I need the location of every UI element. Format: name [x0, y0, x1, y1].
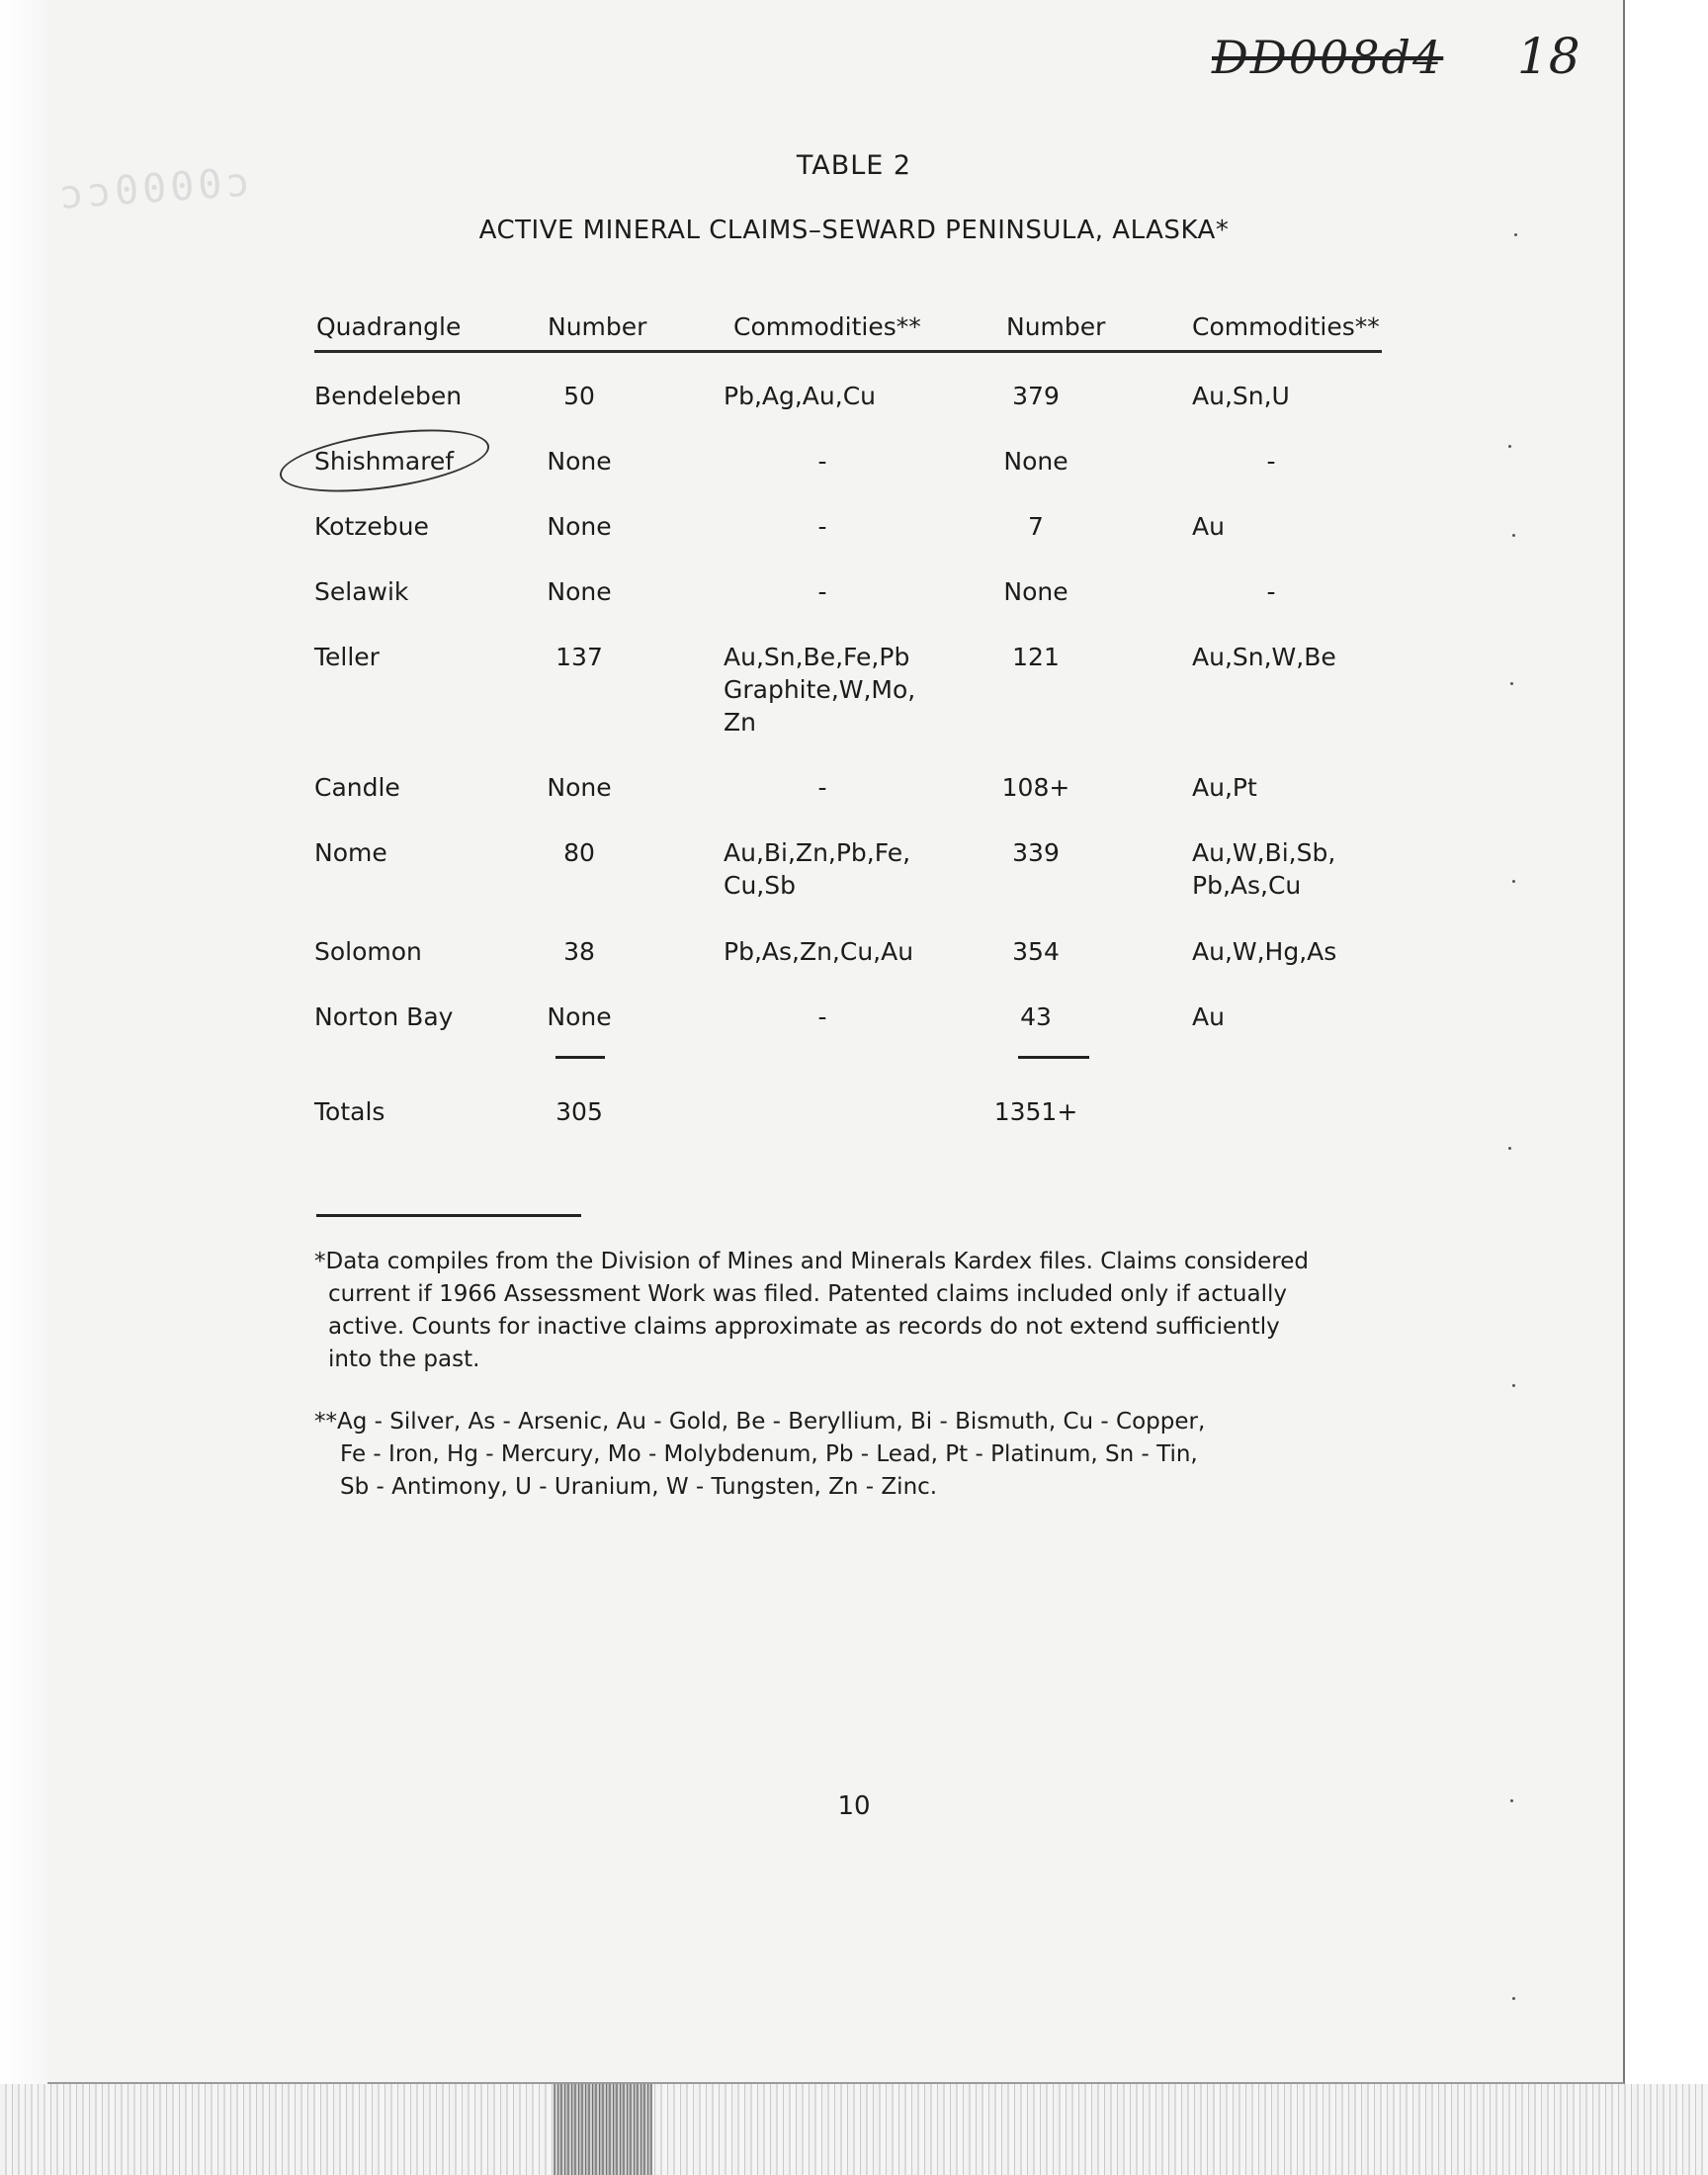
scanner-edge-strip	[0, 2084, 1708, 2175]
handwritten-folio: 18	[1516, 28, 1580, 85]
page-left-margin	[0, 0, 47, 2084]
cell-quadrangle: Teller	[314, 643, 380, 671]
totals-number-1: 305	[555, 1097, 603, 1126]
footnote-line: into the past.	[328, 1347, 480, 1372]
handwritten-number: DD008d4	[1212, 31, 1444, 84]
cell-commodities-1: -	[817, 773, 827, 802]
cell-number-1: 80	[563, 838, 595, 867]
header-number-2: Number	[1006, 312, 1106, 341]
cell-number-2: None	[1003, 577, 1068, 606]
cell-quadrangle: Nome	[314, 838, 387, 867]
cell-commodities-1: Pb,As,Zn,Cu,Au	[724, 937, 914, 966]
cell-number-1: None	[547, 773, 612, 802]
cell-quadrangle: Solomon	[314, 937, 422, 966]
cell-number-1: None	[547, 447, 612, 476]
footnote-line: active. Counts for inactive claims approximate as records do not extend sufficiently	[328, 1314, 1280, 1340]
table-title: ACTIVE MINERAL CLAIMS–SEWARD PENINSULA, ALASKA*	[478, 216, 1230, 245]
cell-number-1: 38	[563, 937, 595, 966]
cell-number-2: None	[1003, 447, 1068, 476]
cell-commodities-1: Pb,Ag,Au,Cu	[724, 382, 877, 410]
totals-label: Totals	[314, 1097, 385, 1126]
subtotal-rule-2	[1018, 1056, 1089, 1059]
cell-quadrangle: Kotzebue	[314, 512, 429, 541]
cell-number-1: None	[547, 1002, 612, 1031]
header-commodities-2: Commodities**	[1192, 312, 1380, 341]
cell-commodities-2: -	[1266, 577, 1276, 606]
cell-commodities-1: -	[817, 512, 827, 541]
cell-number-2: 7	[1028, 512, 1044, 541]
totals-number-2: 1351+	[993, 1097, 1078, 1126]
cell-commodities-1: -	[817, 577, 827, 606]
footnote-line: Sb - Antimony, U - Uranium, W - Tungsten, Zn - Zinc.	[340, 1474, 938, 1500]
cell-commodities-2: Au,W,Bi,Sb, Pb,As,Cu	[1192, 838, 1336, 900]
header-quadrangle: Quadrangle	[316, 312, 462, 341]
margin-speck	[1512, 880, 1515, 883]
margin-speck	[1512, 1384, 1515, 1387]
bleed-through-stamp: ɔɔ0000ɔ	[57, 159, 255, 218]
cell-number-2: 121	[1012, 643, 1060, 671]
margin-speck	[1508, 1147, 1511, 1150]
margin-speck	[1510, 1799, 1513, 1802]
cell-number-2: 43	[1020, 1002, 1052, 1031]
cell-number-1: 137	[555, 643, 603, 671]
cell-quadrangle: Shishmaref	[314, 447, 455, 476]
table-header-row	[314, 306, 1382, 353]
footnote-line: current if 1966 Assessment Work was filed. Patented claims included only if actually	[328, 1281, 1287, 1307]
cell-commodities-1: Au,Bi,Zn,Pb,Fe, Cu,Sb	[724, 838, 911, 900]
table-label: TABLE 2	[796, 150, 912, 181]
cell-number-2: 108+	[1001, 773, 1070, 802]
cell-commodities-2: -	[1266, 447, 1276, 476]
footnote-separator	[316, 1214, 581, 1217]
claims-table	[314, 306, 1382, 1126]
subtotal-rule-1	[555, 1056, 605, 1059]
footnote-line: **Ag - Silver, As - Arsenic, Au - Gold, Be - Beryllium, Bi - Bismuth, Cu - Copper,	[314, 1409, 1206, 1435]
header-number-1: Number	[548, 312, 647, 341]
margin-speck	[1508, 445, 1511, 448]
footnote-line: *Data compiles from the Division of Mines and Minerals Kardex files. Claims considered	[314, 1249, 1309, 1274]
cell-number-2: 339	[1012, 838, 1060, 867]
cell-commodities-2: Au,Pt	[1192, 773, 1257, 802]
scanner-dark-band	[554, 2084, 652, 2175]
cell-number-2: 354	[1012, 937, 1060, 966]
handwritten-annotation	[1212, 28, 1580, 85]
footnote-commodity-legend	[314, 1406, 1411, 1504]
cell-number-1: None	[547, 577, 612, 606]
cell-quadrangle: Norton Bay	[314, 1002, 454, 1031]
margin-speck	[1510, 682, 1513, 685]
cell-number-1: None	[547, 512, 612, 541]
cell-number-2: 379	[1012, 382, 1060, 410]
footnote-data-source	[314, 1246, 1411, 1376]
cell-commodities-1: -	[817, 447, 827, 476]
margin-speck	[1514, 233, 1517, 236]
cell-commodities-2: Au,Sn,W,Be	[1192, 643, 1336, 671]
cell-commodities-1: -	[817, 1002, 827, 1031]
cell-commodities-2: Au,W,Hg,As	[1192, 937, 1337, 966]
cell-commodities-2: Au,Sn,U	[1192, 382, 1290, 410]
cell-quadrangle: Selawik	[314, 577, 409, 606]
margin-speck	[1512, 1997, 1515, 2000]
header-commodities-1: Commodities**	[733, 312, 921, 341]
footnote-line: Fe - Iron, Hg - Mercury, Mo - Molybdenum, Pb - Lead, Pt - Platinum, Sn - Tin,	[340, 1441, 1198, 1467]
margin-speck	[1512, 534, 1515, 537]
cell-commodities-1: Au,Sn,Be,Fe,Pb Graphite,W,Mo, Zn	[724, 643, 916, 737]
cell-quadrangle: Candle	[314, 773, 400, 802]
page-number: 10	[837, 1791, 871, 1821]
cell-commodities-2: Au	[1192, 512, 1225, 541]
cell-number-1: 50	[563, 382, 595, 410]
cell-quadrangle: Bendeleben	[314, 382, 463, 410]
cell-commodities-2: Au	[1192, 1002, 1225, 1031]
